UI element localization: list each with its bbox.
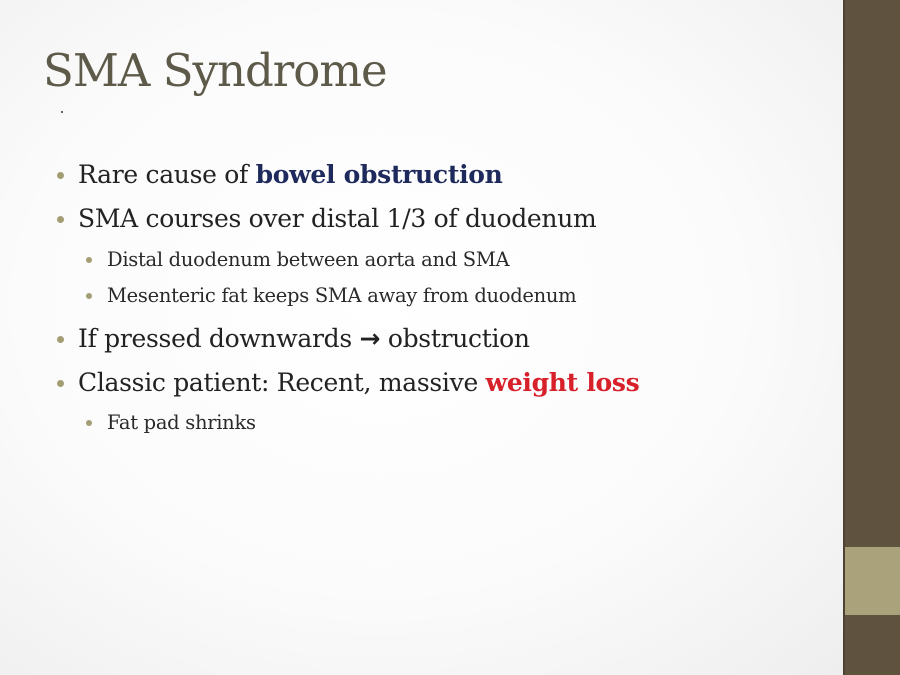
- bullet-text: SMA courses over distal 1/3 of duodenum: [78, 204, 597, 233]
- sub-bullet-fat-pad: [107, 411, 256, 434]
- bullet-text-after: obstruction: [380, 324, 530, 353]
- bullet-dot-icon: [57, 336, 64, 343]
- bullet-item-classic-patient: [78, 368, 639, 397]
- bullet-item-sma-courses: [78, 204, 596, 233]
- bullet-dot-icon: [57, 172, 64, 179]
- arrow-right-icon: →: [359, 324, 381, 353]
- bullet-dot-icon: [57, 380, 64, 387]
- bullet-dot-icon: [86, 257, 92, 263]
- bullet-item-pressed-downwards: [78, 324, 530, 353]
- bullet-text: Classic patient: Recent, massive: [78, 368, 486, 397]
- sidebar-accent-block: [845, 547, 900, 615]
- emphasis-text: weight loss: [485, 368, 640, 397]
- bullet-text: Distal duodenum between aorta and SMA: [107, 248, 510, 271]
- bullet-dot-icon: [86, 420, 92, 426]
- bullet-dot-icon: [86, 293, 92, 299]
- bullet-text: If pressed downwards: [78, 324, 360, 353]
- bullet-text: Mesenteric fat keeps SMA away from duodenum: [107, 284, 577, 307]
- slide-title: SMA Syndrome: [43, 44, 387, 97]
- bullet-dot-icon: [57, 216, 64, 223]
- sub-bullet-mesenteric-fat: [107, 284, 576, 307]
- bullet-text: Fat pad shrinks: [107, 411, 256, 434]
- emphasis-text: bowel obstruction: [255, 160, 503, 189]
- bullet-item-rare-cause: [78, 160, 503, 189]
- bullet-text: Rare cause of: [78, 160, 256, 189]
- stray-dot: [61, 111, 63, 113]
- sub-bullet-distal-duodenum: [107, 248, 509, 271]
